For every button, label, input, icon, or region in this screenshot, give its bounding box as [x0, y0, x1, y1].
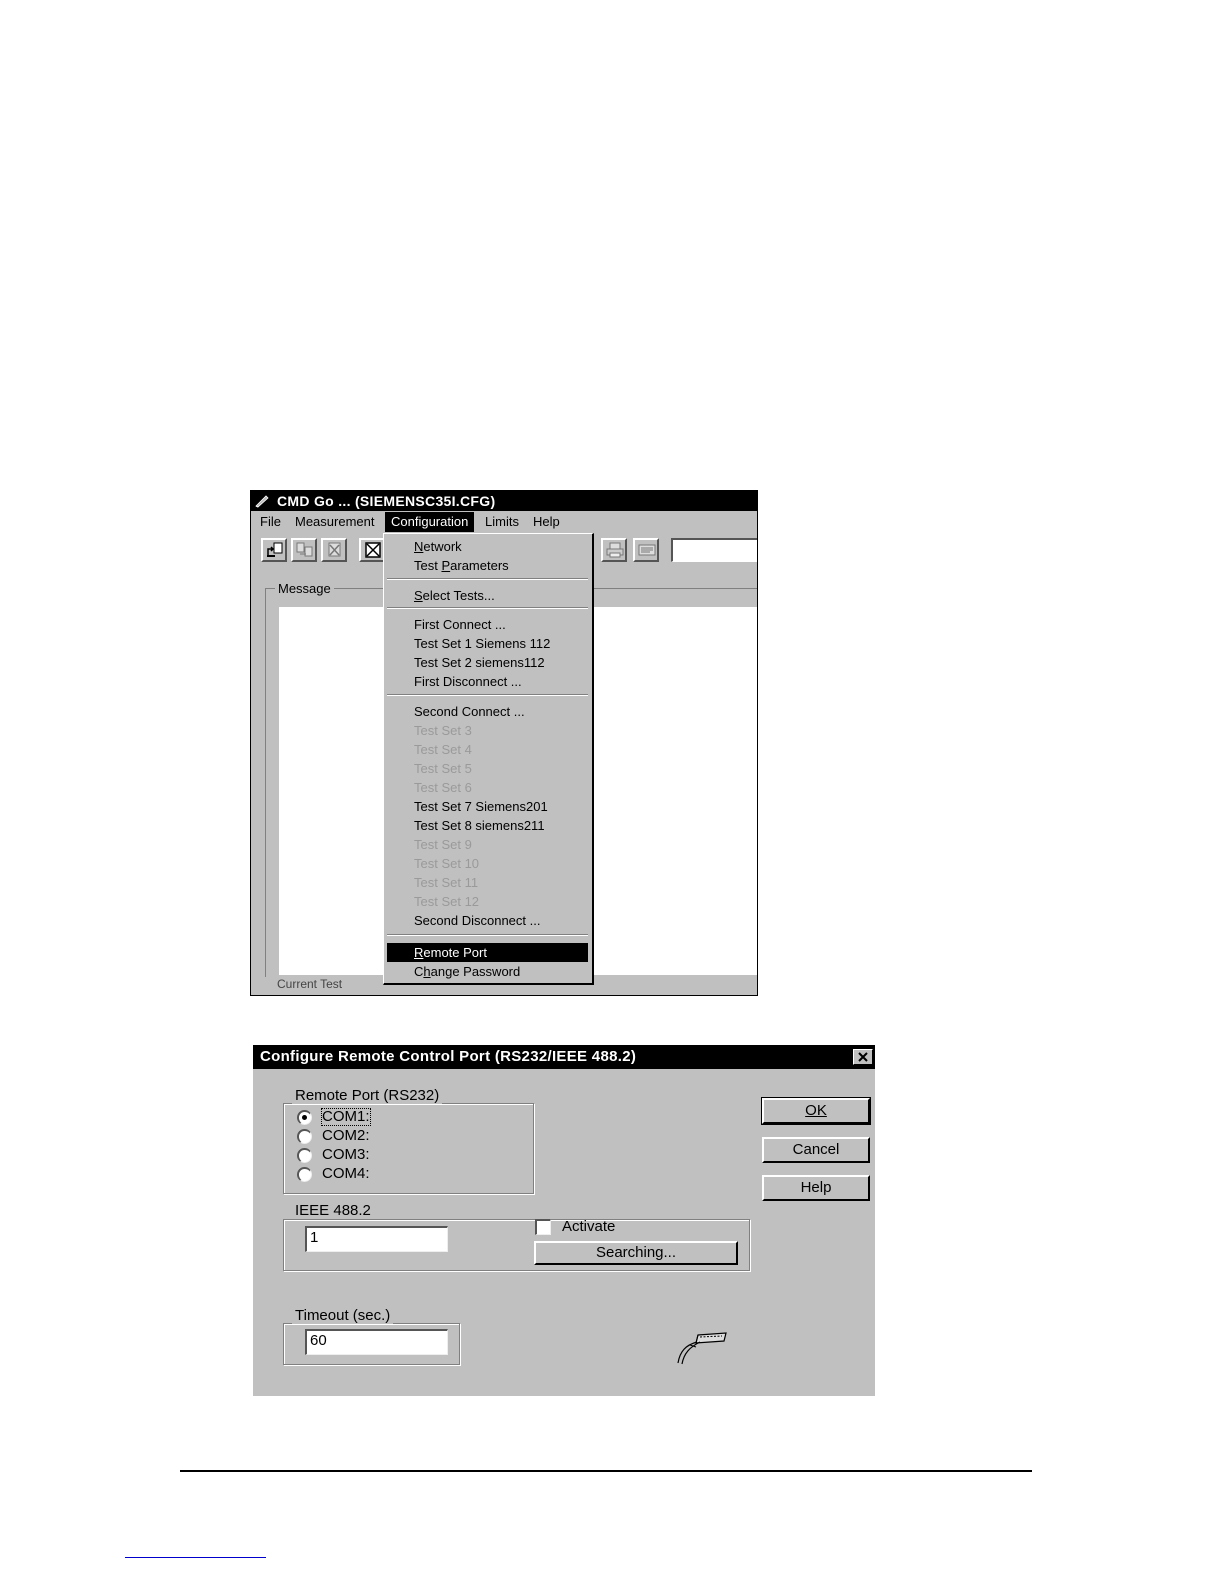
copy-file-button[interactable]	[291, 538, 317, 562]
timeout-field[interactable]: 60	[305, 1329, 448, 1355]
menu-item-test-set-4	[387, 740, 588, 759]
ok-button[interactable]	[762, 1098, 870, 1124]
ieee-group-label: IEEE 488.2	[292, 1203, 374, 1219]
menu-item-label: Test Set 8 siemens211	[414, 818, 545, 833]
remote-port-group	[283, 1103, 534, 1194]
menu-item-label: Test Set 1 Siemens 112	[414, 636, 551, 651]
menu-item-label: Select Tests...	[414, 588, 495, 603]
menu-item-label: First Disconnect ...	[414, 674, 522, 689]
help-button-label: Help	[800, 1179, 832, 1196]
menu-item-test-set-3	[387, 721, 588, 740]
menu-item-test-set-9	[387, 835, 588, 854]
menu-item-label: Test Set 3	[414, 723, 472, 738]
menu-configuration[interactable]: Configuration	[385, 512, 474, 532]
main-window-title: CMD Go ... (SIEMENSC35I.CFG)	[277, 493, 496, 509]
radio-selected-dot	[302, 1115, 307, 1120]
help-button[interactable]	[762, 1175, 870, 1201]
image-button[interactable]	[359, 538, 385, 562]
menu-separator	[387, 607, 588, 609]
print-preview-button[interactable]	[633, 538, 659, 562]
copy-file-icon	[296, 542, 314, 558]
menu-item-label: Test Set 11	[414, 875, 479, 890]
searching-button-label: Searching...	[595, 1244, 677, 1261]
radio-com2-label[interactable]: COM2:	[322, 1127, 370, 1144]
menu-separator	[387, 694, 588, 696]
menu-item-network[interactable]	[387, 537, 588, 556]
menu-item-label: Test Set 5	[414, 761, 472, 776]
radio-com3-label[interactable]: COM3:	[322, 1146, 370, 1163]
menu-item-test-set-2[interactable]	[387, 653, 588, 672]
menu-item-test-set-6	[387, 778, 588, 797]
close-icon	[854, 1050, 872, 1064]
menu-item-label: Test Set 12	[414, 894, 480, 909]
image-icon	[364, 542, 382, 558]
menu-item-test-set-12	[387, 892, 588, 911]
menu-item-change-password[interactable]	[387, 962, 588, 981]
menu-item-label: First Connect ...	[414, 617, 506, 632]
searching-button[interactable]	[534, 1241, 738, 1265]
menu-item-label: Test Set 6	[414, 780, 472, 795]
menu-separator	[387, 578, 588, 580]
menu-item-first-disconnect[interactable]	[387, 672, 588, 691]
menu-item-label: Second Disconnect ...	[414, 913, 541, 928]
menu-item-second-disconnect[interactable]	[387, 911, 588, 930]
app-icon	[255, 494, 269, 508]
print-button[interactable]	[601, 538, 627, 562]
radio-com3[interactable]	[297, 1148, 312, 1163]
menu-item-label: Second Connect ...	[414, 704, 525, 719]
menu-item-label: Test Set 7 Siemens201	[414, 799, 548, 814]
configuration-menu	[383, 533, 594, 985]
serial-cable-icon	[676, 1331, 731, 1367]
open-file-icon	[266, 542, 284, 558]
menu-item-test-set-10	[387, 854, 588, 873]
print-icon	[606, 542, 624, 558]
menu-item-remote-port[interactable]	[387, 943, 588, 962]
menu-item-label: Test Set 2 siemens112	[414, 655, 545, 670]
menu-separator	[387, 934, 588, 936]
menu-item-test-set-5	[387, 759, 588, 778]
menu-item-label: Test Parameters	[414, 558, 509, 573]
menu-item-label: Remote Port	[414, 945, 487, 960]
ok-button-label: OK	[805, 1102, 827, 1119]
status-fragment: Current Test	[277, 977, 343, 991]
menu-item-test-set-7[interactable]	[387, 797, 588, 816]
menu-item-test-set-1[interactable]	[387, 634, 588, 653]
menu-item-first-connect[interactable]	[387, 615, 588, 634]
menu-item-select-tests[interactable]	[387, 586, 588, 605]
print-preview-icon	[638, 542, 656, 558]
radio-com4-label[interactable]: COM4:	[322, 1165, 370, 1182]
main-title-bar[interactable]	[251, 491, 757, 511]
menu-file[interactable]: File	[260, 514, 281, 529]
menu-item-label: Test Set 4	[414, 742, 472, 757]
menu-bar	[251, 512, 757, 532]
radio-com1[interactable]	[297, 1110, 312, 1125]
toolbar-input[interactable]	[671, 538, 758, 562]
menu-item-second-connect[interactable]	[387, 702, 588, 721]
cancel-button-label: Cancel	[792, 1141, 840, 1158]
timeout-group-label: Timeout (sec.)	[292, 1308, 393, 1324]
footnote-rule	[125, 1557, 266, 1558]
menu-limits[interactable]: Limits	[485, 514, 519, 529]
radio-com1-label[interactable]: COM1:	[322, 1108, 370, 1125]
menu-item-label: Change Password	[414, 964, 521, 979]
radio-com2[interactable]	[297, 1129, 312, 1144]
delete-file-button[interactable]	[321, 538, 347, 562]
activate-label: Activate	[562, 1218, 616, 1235]
remote-port-dialog	[253, 1045, 876, 1396]
footer-rule	[180, 1470, 1032, 1472]
delete-file-icon	[326, 542, 344, 558]
dialog-title-bar[interactable]	[253, 1045, 875, 1069]
close-button[interactable]	[853, 1049, 873, 1065]
menu-item-label: Test Set 9	[414, 837, 472, 852]
ieee-address-field[interactable]: 1	[305, 1226, 448, 1252]
message-group-label: Message	[275, 581, 334, 596]
open-file-button[interactable]	[261, 538, 287, 562]
cancel-button[interactable]	[762, 1137, 870, 1163]
menu-help[interactable]: Help	[533, 514, 560, 529]
remote-port-group-label: Remote Port (RS232)	[292, 1088, 442, 1104]
dialog-title: Configure Remote Control Port (RS232/IEEE 488.2)	[260, 1048, 637, 1065]
menu-item-test-set-11	[387, 873, 588, 892]
menu-item-label: Test Set 10	[414, 856, 480, 871]
menu-item-label: Network	[414, 539, 462, 554]
menu-item-test-set-8[interactable]	[387, 816, 588, 835]
radio-com4[interactable]	[297, 1167, 312, 1182]
activate-checkbox[interactable]	[535, 1219, 551, 1235]
menu-measurement[interactable]: Measurement	[295, 514, 375, 529]
menu-item-test-parameters[interactable]	[387, 556, 588, 575]
